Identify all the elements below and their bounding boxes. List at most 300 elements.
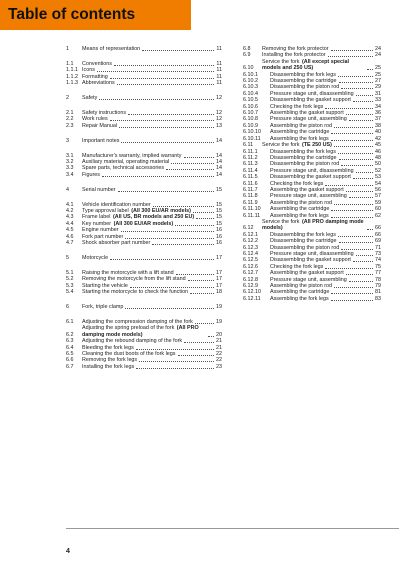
toc-entry-number: 4.7 [66, 240, 74, 247]
toc-entry-title [82, 123, 118, 129]
toc-dot-leader [184, 157, 215, 158]
toc-dot-leader [196, 218, 214, 219]
toc-dot-leader [338, 153, 373, 154]
toc-entry-page: 79 [375, 283, 381, 290]
toc-dot-leader [353, 261, 373, 262]
toc-dot-leader [125, 308, 214, 309]
toc-entry-page: 21 [216, 338, 222, 345]
toc-entry-title-text: Disassembling the piston rod [270, 84, 340, 91]
toc-dot-leader [97, 71, 215, 72]
toc-dot-leader [117, 84, 215, 85]
toc-entry-number: 5 [66, 254, 69, 261]
toc-entry-page: 66 [375, 231, 381, 238]
toc-dot-leader [139, 361, 214, 362]
toc-dot-leader [331, 293, 373, 294]
toc-entry-title [270, 181, 324, 187]
toc-entry[interactable] [66, 123, 222, 129]
toc-entry-title [82, 46, 141, 52]
toc-entry[interactable] [66, 95, 222, 101]
toc-dot-leader [152, 244, 214, 245]
toc-entry[interactable] [66, 138, 222, 144]
toc-dot-leader [331, 300, 373, 301]
toc-entry-title-text: Assembling the cartridge [270, 129, 330, 136]
toc-entry-page: 81 [375, 289, 381, 296]
toc-entry-page: 15 [216, 201, 222, 208]
toc-entry-title [82, 67, 96, 73]
toc-entry-number: 2 [66, 95, 69, 102]
toc-entry-title [262, 142, 333, 148]
toc-entry-title-text: Disassembling the piston rod [270, 244, 340, 251]
toc-entry-number: 6.10.6 [243, 103, 258, 110]
toc-entry-number: 6.8 [243, 46, 251, 52]
toc-dot-leader [110, 120, 214, 121]
toc-dot-leader [339, 82, 373, 83]
toc-entry-title [270, 174, 352, 180]
toc-dot-leader [334, 204, 373, 205]
page-number: 4 [66, 548, 70, 555]
toc-entry-number: 6.12.11 [243, 295, 261, 302]
toc-entry-title-text: Shock absorber part number [82, 240, 151, 247]
toc-entry-number: 6.4 [66, 344, 74, 351]
toc-entry-page: 60 [375, 206, 381, 213]
toc-dot-leader [325, 268, 373, 269]
toc-entry[interactable] [66, 240, 222, 246]
toc-entry-page: 21 [216, 344, 222, 351]
toc-dot-leader [136, 349, 214, 350]
toc-entry-page: 11 [216, 73, 222, 80]
toc-dot-leader [166, 169, 214, 170]
toc-dot-leader [121, 142, 214, 143]
toc-entry-title-text: Pressure stage unit, disassembling [270, 90, 354, 97]
toc-entry-number: 6.12.9 [243, 283, 258, 290]
toc-dot-leader [110, 259, 214, 260]
toc-entry[interactable] [66, 289, 222, 295]
toc-entry-title [82, 240, 151, 246]
toc-dot-leader [190, 293, 214, 294]
toc-entry-page: 12 [216, 116, 222, 123]
toc-entry-page: 12 [216, 95, 222, 102]
toc-entry-number: 6.11.2 [243, 154, 258, 161]
toc-dot-leader [346, 191, 373, 192]
toc-entry-number: 6.12.2 [243, 238, 258, 245]
toc-entry-title-text: Checking the fork legs [270, 103, 324, 110]
toc-dot-leader [208, 336, 214, 337]
toc-entry-number: 6.11.9 [243, 199, 258, 206]
toc-entry-number: 6.2 [66, 331, 74, 338]
toc-entry-title-text: Removing the motorcycle from the lift stand [82, 276, 186, 283]
toc-entry-title [270, 97, 352, 103]
toc-entry-number: 5.4 [66, 289, 74, 296]
toc-entry[interactable] [243, 296, 381, 302]
toc-entry-page: 16 [216, 240, 222, 247]
toc-entry-number: 6.10.3 [243, 84, 258, 91]
toc-entry-number: 6.12.10 [243, 289, 261, 296]
toc-entry-title-text: Assembling the cartridge [270, 289, 330, 296]
toc-entry-title [270, 84, 340, 90]
toc-dot-leader [338, 236, 373, 237]
toc-dot-leader [328, 56, 373, 57]
toc-entry-page: 14 [216, 165, 222, 172]
toc-entry-title [270, 257, 352, 263]
toc-entry[interactable] [66, 325, 222, 338]
toc-dot-leader [334, 287, 373, 288]
toc-dot-leader [334, 127, 373, 128]
toc-gap [66, 295, 222, 304]
toc-entry-title-text: Starting the vehicle [82, 282, 128, 289]
toc-entry-title-text: Repair Manual [82, 122, 118, 129]
toc-entry-title-text: Adjusting the compression damping of the fork [82, 318, 193, 325]
toc-entry-title-text: Spare parts, technical accessories [82, 165, 165, 172]
toc-entry-page: 15 [216, 214, 222, 221]
toc-dot-leader [325, 108, 373, 109]
toc-entry-page: 56 [375, 186, 381, 193]
toc-dot-leader [341, 249, 373, 250]
toc-entry-title [82, 153, 183, 159]
toc-gap [66, 52, 222, 61]
toc-entry-number: 6.11.11 [243, 212, 261, 219]
toc-entry-number: 1 [66, 46, 69, 52]
toc-entry-title-text: Conventions [82, 60, 112, 67]
toc-entry-title [270, 238, 338, 244]
toc-dot-leader [353, 178, 373, 179]
toc-entry[interactable] [66, 304, 222, 310]
toc-dot-leader [121, 231, 214, 232]
toc-gap [66, 129, 222, 138]
toc-entry-title-text: Work rules [82, 116, 108, 123]
toc-entry-title-text: Safety instructions [82, 109, 127, 116]
toc-entry-page: 11 [216, 60, 222, 67]
toc-entry-page: 83 [375, 295, 381, 302]
toc-entry-page: 15 [216, 220, 222, 227]
toc-dot-leader [367, 229, 373, 230]
toc-dot-leader [331, 217, 373, 218]
toc-entry-title [82, 357, 138, 363]
toc-entry-page: 33 [375, 97, 381, 104]
toc-entry-number: 6.11.7 [243, 186, 258, 193]
toc-entry-title-text: Pressure stage unit, disassembling [270, 251, 354, 257]
toc-entry-number: 6.11.6 [243, 180, 258, 187]
toc-dot-leader [331, 133, 373, 134]
toc-entry-page: 69 [375, 238, 381, 245]
toc-entry-number: 6.12.7 [243, 270, 258, 277]
toc-entry-title-text: Motorcycle [82, 254, 109, 261]
toc-entry-title [82, 304, 124, 310]
toc-entry-page: 15 [216, 186, 222, 193]
toc-entry-model-note: (All except special models and 250 US) [262, 58, 349, 72]
toc-entry-title-text: Assembling the piston rod [270, 122, 333, 129]
toc-entry-title [262, 52, 327, 58]
toc-entry-number: 6.12.4 [243, 251, 258, 257]
toc-entry[interactable] [66, 172, 222, 178]
toc-entry-title-text: Disassembling the cartridge [270, 78, 337, 85]
toc-entry-page: 38 [375, 122, 381, 129]
toc-entry-number: 4.4 [66, 220, 74, 227]
toc-entry-page: 71 [375, 244, 381, 251]
toc-entry-page: 59 [375, 199, 381, 206]
toc-dot-leader [128, 114, 214, 115]
footer-divider [66, 528, 399, 529]
toc-entry-number: 6.12.6 [243, 263, 258, 270]
toc-entry-page: 31 [375, 90, 381, 97]
toc-entry-page: 16 [216, 227, 222, 234]
toc-entry-page: 27 [375, 78, 381, 85]
toc-entry-title-text: Assembling the fork legs [270, 295, 329, 302]
toc-entry-title-text: Starting the motorcycle to check the function [82, 289, 189, 296]
toc-entry-number: 6.11.8 [243, 193, 258, 200]
toc-entry-title-text: Manufacturer's warranty, implied warranty [82, 152, 182, 159]
toc-entry-page: 15 [216, 208, 222, 214]
toc-entry-title-text: Installing the fork legs [82, 363, 135, 370]
toc-entry-page: 73 [375, 251, 381, 257]
toc-dot-leader [125, 238, 214, 239]
toc-entry-number: 6.10.10 [243, 129, 261, 136]
toc-entry-model-note: (All PRO damping mode models) [262, 218, 364, 232]
toc-entry-title-text: Disassembling the fork legs [270, 231, 336, 238]
toc-entry-title-text: Checking the fork legs [270, 180, 324, 187]
toc-entry-page: 14 [216, 152, 222, 159]
toc-entry-title-text: Adjusting the spring preload of the fork [82, 325, 175, 332]
toc-dot-leader [356, 95, 373, 96]
toc-entry-title-text: Assembling the fork legs [270, 212, 329, 219]
toc-entry[interactable] [66, 255, 222, 261]
toc-dot-leader [339, 242, 373, 243]
toc-entry-number: 4.3 [66, 214, 74, 221]
toc-entry-number: 2.3 [66, 122, 74, 129]
toc-entry-number: 6.10.7 [243, 110, 258, 117]
toc-entry-title-text: Frame label [82, 214, 111, 221]
toc-entry-page: 25 [375, 65, 381, 72]
toc-entry-title-text: Pressure stage unit, assembling [270, 276, 347, 283]
toc-entry[interactable] [66, 80, 222, 86]
toc-entry-title [82, 255, 109, 261]
toc-entry-title-text: Formatting [82, 73, 108, 80]
toc-entry-number: 6.10.9 [243, 122, 258, 129]
toc-entry-number: 3.3 [66, 165, 74, 172]
toc-entry-title-text: Assembling the piston rod [270, 199, 333, 206]
toc-entry-title-text: Abbreviations [82, 80, 115, 87]
toc-entry-number: 6 [66, 303, 69, 310]
toc-entry-number: 6.12.5 [243, 257, 258, 264]
toc-entry-page: 45 [375, 142, 381, 149]
toc-entry-number: 4.6 [66, 233, 74, 240]
toc-entry-page: 19 [216, 318, 222, 325]
toc-entry-number: 1.1.2 [66, 73, 78, 80]
toc-entry[interactable] [243, 219, 381, 232]
toc-entry-page: 24 [375, 46, 381, 52]
toc-entry-title [82, 364, 135, 370]
toc-entry-number: 6.3 [66, 338, 74, 345]
toc-entry-page: 17 [216, 276, 222, 283]
toc-entry-title [82, 345, 135, 351]
toc-entry-title-text: Adjusting the rebound damping of the fork [82, 338, 183, 345]
toc-entry-title [82, 172, 101, 178]
toc-entry-page: 22 [216, 350, 222, 357]
toc-entry-model-note: (All US, BR models and 250 EU) [112, 214, 195, 221]
toc-entry-title-text: Assembling the gasket support [270, 270, 344, 277]
toc-dot-leader [331, 210, 373, 211]
toc-right-column [243, 46, 381, 302]
toc-entry-number: 6.12.1 [243, 231, 258, 238]
toc-entry-title-text: Pressure stage unit, disassembling [270, 167, 354, 174]
toc-entry-title-text: Disassembling the fork legs [270, 71, 336, 78]
toc-entry-number: 6.9 [243, 52, 251, 59]
toc-dot-leader [193, 212, 214, 213]
toc-dot-leader [349, 197, 373, 198]
toc-entry-title [270, 296, 330, 302]
toc-entry-model-note: (All PRO damping mode models) [82, 325, 199, 338]
toc-entry-title-text: Pressure stage unit, assembling [270, 193, 347, 200]
toc-entry-model-note: (All 300 EU/AR models) [113, 220, 174, 227]
toc-entry-title [82, 95, 98, 101]
toc-entry-page: 20 [216, 331, 222, 338]
toc-entry-number: 6.10.2 [243, 78, 258, 85]
toc-entry-page: 46 [375, 148, 381, 155]
toc-dot-leader [110, 78, 215, 79]
toc-entry-number: 6.11 [243, 142, 254, 149]
toc-entry-page: 17 [216, 254, 222, 261]
toc-entry-number: 2.2 [66, 116, 74, 123]
toc-dot-leader [367, 69, 373, 70]
toc-entry-title-text: Raising the motorcycle with a lift stand [82, 269, 174, 276]
toc-entry-number: 2.1 [66, 109, 74, 116]
toc-dot-leader [119, 127, 214, 128]
toc-entry-title [82, 276, 187, 282]
toc-entry-page: 12 [216, 109, 222, 116]
toc-dot-leader [356, 255, 373, 256]
toc-entry-page: 11 [216, 67, 222, 74]
toc-gap [66, 178, 222, 187]
toc-entry-title [270, 270, 345, 276]
toc-entry-title-text: Disassembling the gasket support [270, 174, 351, 181]
toc-entry-number: 5.3 [66, 282, 74, 289]
toc-dot-leader [142, 50, 214, 51]
toc-entry-title-text: Fork part number [82, 233, 124, 240]
toc-entry-page: 54 [375, 180, 381, 187]
toc-entry-number: 1.1.1 [66, 67, 78, 74]
toc-dot-leader [130, 287, 214, 288]
toc-entry-page: 24 [375, 52, 381, 59]
toc-dot-leader [349, 281, 373, 282]
toc-entry-title-text: Cleaning the dust boots of the fork legs [82, 350, 176, 357]
toc-entry-title-text: Figures [82, 171, 100, 178]
toc-entry-title [270, 129, 330, 135]
toc-dot-leader [176, 274, 214, 275]
toc-entry-model-note: (TE 250 US) [301, 142, 332, 149]
toc-entry-title-text: Disassembling the gasket support [270, 97, 351, 104]
toc-entry-number: 6.10.5 [243, 97, 258, 104]
toc-entry-title [82, 214, 195, 220]
toc-entry-title-text: Auxiliary material, operating material [82, 158, 170, 165]
toc-entry-page: 23 [216, 363, 222, 370]
toc-entry-page: 40 [375, 129, 381, 136]
toc-entry-page: 57 [375, 193, 381, 200]
toc-entry-title-text: Important notes [82, 137, 120, 144]
toc-entry-number: 6.1 [66, 318, 74, 325]
toc-dot-leader [178, 355, 215, 356]
toc-entry-title-text: Engine number [82, 227, 119, 234]
toc-entry-title [82, 325, 207, 338]
toc-entry-title-text: Type approval label [82, 208, 129, 214]
toc-entry-number: 6.10 [243, 65, 254, 72]
toc-dot-leader [339, 159, 373, 160]
page-title: Table of contents [8, 6, 136, 23]
toc-entry-title [82, 227, 120, 233]
toc-entry-title [82, 165, 165, 171]
toc-dot-leader [349, 120, 373, 121]
toc-entry-title [270, 193, 348, 199]
toc-entry-title [262, 219, 366, 232]
toc-entry-title-text: Assembling the cartridge [270, 206, 330, 213]
toc-entry-page: 14 [216, 137, 222, 144]
toc-entry[interactable] [66, 46, 222, 52]
toc-entry-title-text: Assembling the gasket support [270, 186, 344, 193]
toc-entry-title [82, 80, 116, 86]
toc-entry-number: 6.7 [66, 363, 74, 370]
toc-entry-number: 6.12.3 [243, 244, 258, 251]
toc-entry-page: 14 [216, 158, 222, 165]
toc-entry-number: 6.12.8 [243, 276, 258, 283]
toc-dot-leader [341, 165, 373, 166]
toc-entry-page: 50 [375, 161, 381, 168]
toc-entry-page: 52 [375, 167, 381, 174]
toc-entry-page: 75 [375, 263, 381, 270]
toc-entry-title-text: Disassembling the cartridge [270, 238, 337, 245]
toc-dot-leader [188, 280, 214, 281]
toc-entry-title-text: Removing the fork protector [262, 46, 329, 52]
toc-entry-page: 18 [216, 289, 222, 296]
toc-entry[interactable] [66, 187, 222, 193]
toc-gap [66, 193, 222, 202]
toc-entry-title [262, 59, 366, 72]
toc-entry-title-text: Disassembling the gasket support [270, 257, 351, 264]
toc-entry-title-text: Bleeding the fork legs [82, 344, 134, 351]
toc-left-column [66, 46, 222, 370]
toc-dot-leader [136, 368, 214, 369]
toc-entry-page: 25 [375, 71, 381, 78]
toc-entry-title-text: Fork, triple clamp [82, 303, 124, 310]
toc-entry-title-text: Service the fork [262, 58, 300, 65]
toc-entry-number: 6.10.1 [243, 71, 258, 78]
toc-dot-leader [175, 225, 214, 226]
toc-entry-page: 36 [375, 110, 381, 117]
toc-dot-leader [356, 172, 373, 173]
toc-entry[interactable] [243, 59, 381, 72]
toc-entry-title [270, 161, 340, 167]
toc-entry-title-text: Safety [82, 95, 98, 102]
toc-entry-title-text: Assembling the fork legs [270, 135, 329, 142]
toc-entry-page: 66 [375, 225, 381, 232]
toc-entry-number: 1.1 [66, 60, 74, 67]
toc-dot-leader [338, 76, 373, 77]
toc-entry-title-text: Checking the fork legs [270, 263, 324, 270]
toc-entry-title-text: Icons [82, 67, 95, 74]
toc-entry-page: 22 [216, 357, 222, 364]
toc-entry-number: 1.1.3 [66, 80, 78, 87]
toc-entry-page: 19 [216, 303, 222, 310]
toc-entry-page: 74 [375, 257, 381, 264]
toc-entry-number: 6.10.8 [243, 116, 258, 123]
toc-entry-page: 37 [375, 116, 381, 123]
toc-entry-title [82, 187, 117, 193]
toc-entry[interactable] [66, 364, 222, 370]
toc-dot-leader [334, 146, 373, 147]
toc-dot-leader [331, 140, 373, 141]
toc-entry-title-text: Disassembling the piston rod [270, 161, 340, 168]
toc-entry-title-text: Means of representation [82, 46, 141, 52]
toc-entry-page: 62 [375, 212, 381, 219]
toc-entry-page: 11 [216, 80, 222, 87]
toc-entry-number: 6.5 [66, 350, 74, 357]
